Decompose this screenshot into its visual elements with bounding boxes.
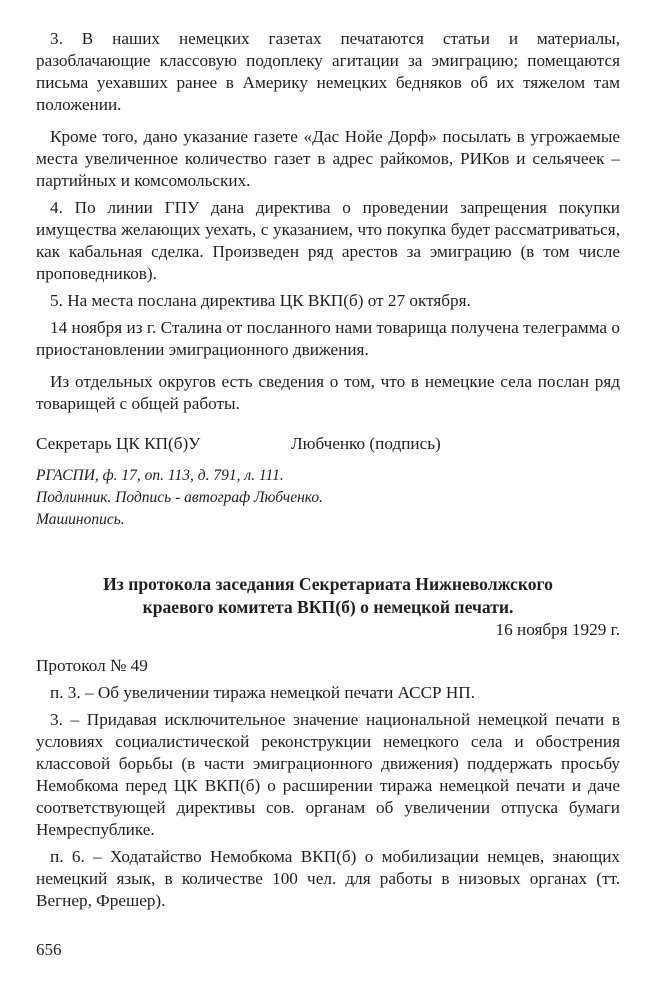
document-date: 16 ноября 1929 г. — [495, 620, 620, 639]
protocol-number: Протокол № 49 — [36, 656, 148, 675]
paragraph-das-neue-dorf: Кроме того, дано указание газете «Дас Нойе Дорф» посылать в угрожаемые места увеличенное количество газет в адрес райкомов, РИКов и сельячеек – партийных и комсомольских. — [36, 127, 620, 190]
paragraph-gpu: 4. По линии ГПУ дана директива о проведении запрещения покупки имущества желающих уехать, с указанием, что покупка будет рассматриваться, как кабальная сделка. Произведен ряд арестов за эмиграцию (в том числе проповедников). — [36, 198, 620, 283]
page-body — [36, 28, 620, 912]
source-reference: РГАСПИ, ф. 17, оп. 113, д. 791, л. 111. — [36, 467, 284, 484]
paragraph-telegram: 14 ноября из г. Сталина от посланного нами товарища получена телеграмма о приостановлении эмиграционного движения. — [36, 318, 620, 359]
page-number: 656 — [36, 940, 62, 959]
paragraph-newspapers: 3. В наших немецких газетах печатаются статьи и материалы, разоблачающие классовую подоплеку агитации за эмиграцию; помещаются письма уехавших ранее в Америку немецких бедняков об их тяжелом там положении. — [36, 29, 620, 114]
signature-name: Любченко (подпись) — [291, 434, 441, 453]
source-type: Машинопись. — [36, 511, 125, 528]
protocol-item-6-text: п. 6. – Ходатайство Немобкома ВКП(б) о мобилизации немцев, знающих немецкий язык, в количестве 100 чел. для работы в низовых органах (тт. Вегнер, Фрешер). — [36, 847, 620, 910]
document-title — [36, 573, 620, 619]
signature-line — [36, 433, 620, 455]
paragraph-districts: Из отдельных округов есть сведения о том, что в немецкие села послан ряд товарищей с общей работы. — [36, 372, 620, 413]
signature-position: Секретарь ЦК КП(б)У — [36, 434, 201, 453]
document-title-line-1: Из протокола заседания Секретариата Нижневолжского — [103, 574, 553, 594]
paragraph-directive: 5. На места послана директива ЦК ВКП(б) от 27 октября. — [50, 291, 471, 310]
protocol-item-3-heading: п. 3. – Об увеличении тиража немецкой печати АССР НП. — [50, 683, 476, 702]
protocol-item-3-text: 3. – Придавая исключительное значение национальной немецкой печати в условиях социалистической реконструкции немецкого села и обострения классовой борьбы (в части эмиграционного движения) поддержать просьбу Немобкома перед ЦК ВКП(б) о расширении тиража немецкой печати и даче соответствующей директивы сов. органам об увеличении отпуска бумаги Немреспублике. — [36, 710, 620, 839]
document-title-line-2: краевого комитета ВКП(б) о немецкой печати. — [142, 597, 514, 617]
archival-source — [36, 465, 620, 531]
source-original-note: Подлинник. Подпись - автограф Любченко. — [36, 489, 324, 506]
